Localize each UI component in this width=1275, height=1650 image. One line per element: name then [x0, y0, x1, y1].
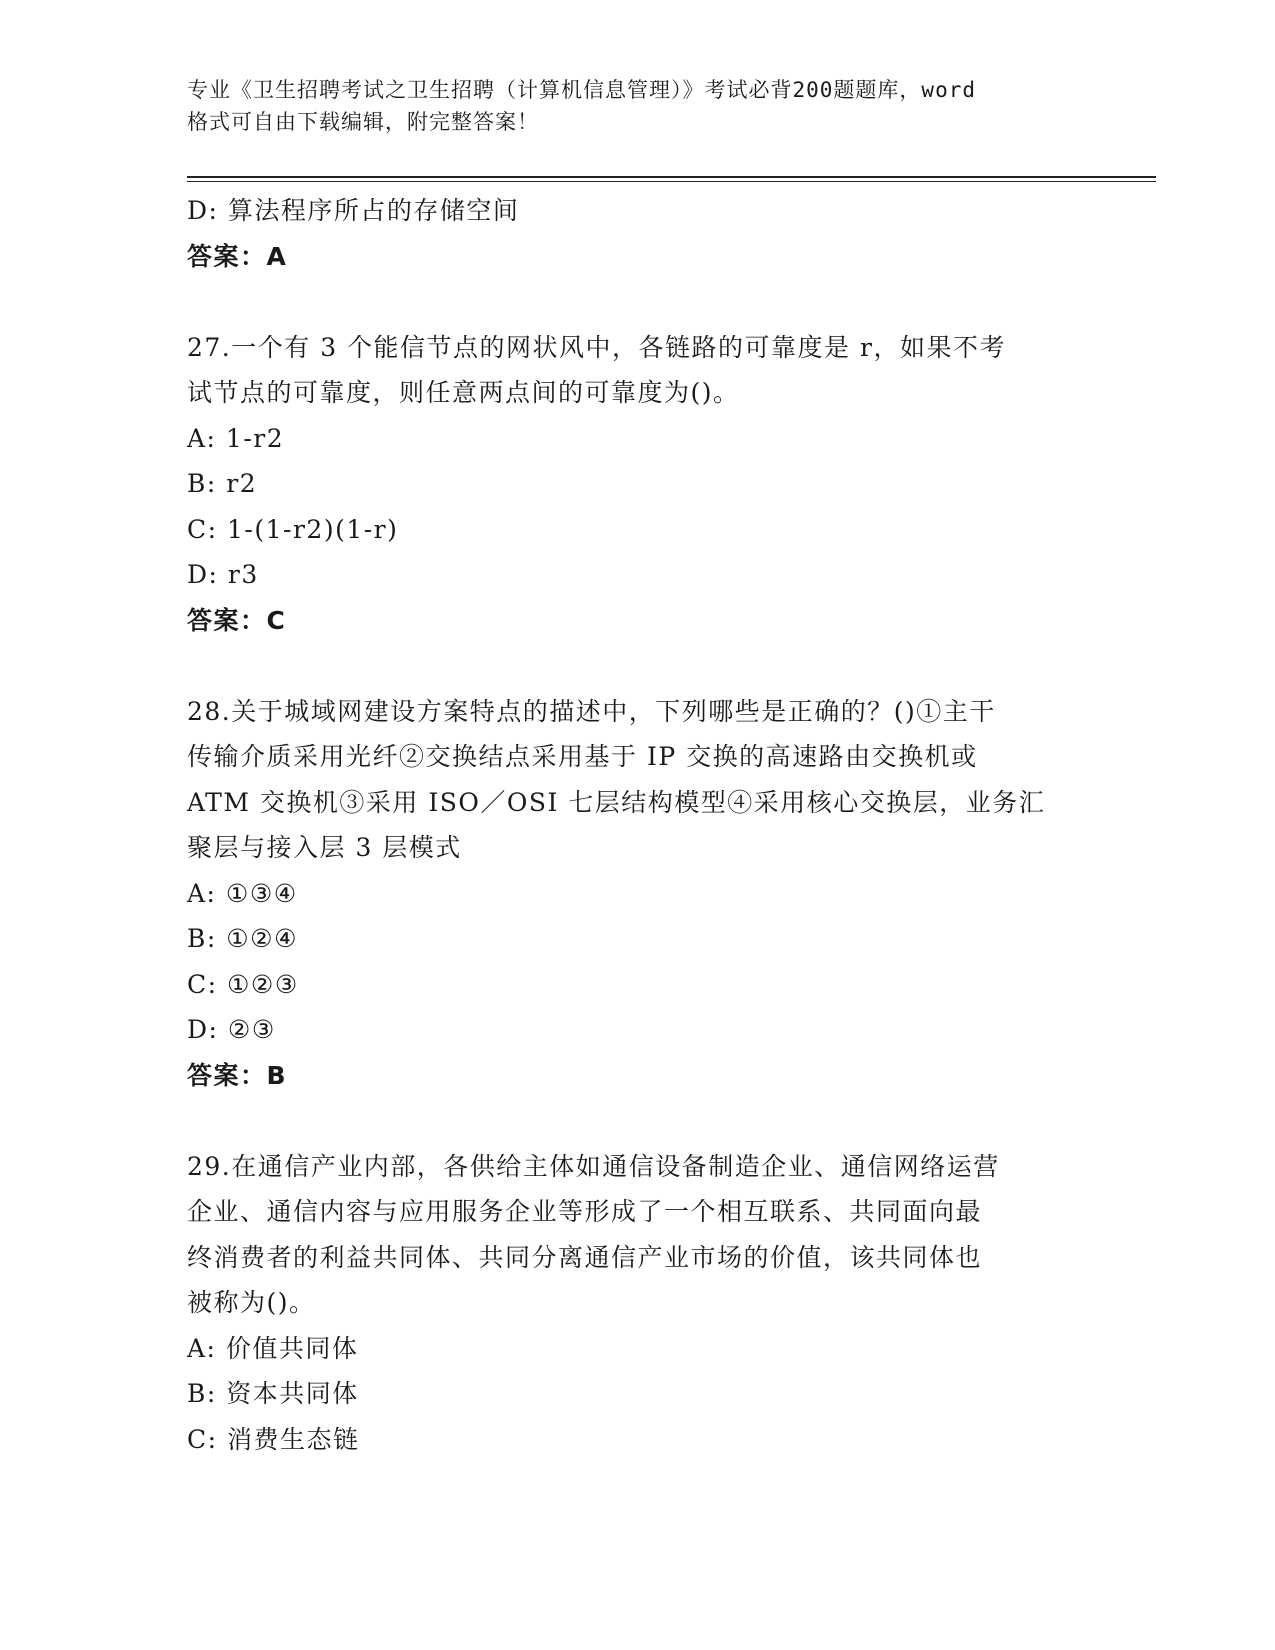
question-text-line: 终消费者的利益共同体、共同分离通信产业市场的价值，该共同体也 — [187, 1242, 983, 1272]
option-d: D: r3 — [187, 560, 259, 589]
option-d: D: ②③ — [187, 1015, 276, 1044]
option-b: B: ①②④ — [187, 924, 298, 953]
option-a: A: 价值共同体 — [187, 1333, 359, 1363]
header-title-line-2: 格式可自由下载编辑，附完整答案！ — [187, 110, 539, 134]
document-content — [187, 188, 1087, 1462]
question-text-line: 被称为()。 — [187, 1288, 316, 1317]
question-text-line: 29.在通信产业内部，各供给主体如通信设备制造企业、通信网络运营 — [187, 1151, 1000, 1181]
answer-label: 答案：A — [187, 241, 288, 271]
option-b: B: r2 — [187, 469, 258, 498]
option-c: C: ①②③ — [187, 969, 299, 999]
question-text-line: 28.关于城域网建设方案特点的描述中，下列哪些是正确的？()①主干 — [187, 696, 996, 726]
question-text-line: 聚层与接入层 3 层模式 — [187, 833, 462, 862]
header-divider — [187, 176, 1156, 182]
question-spacer — [187, 643, 1087, 689]
question-27 — [187, 325, 1087, 644]
header-title-line-1: 专业《卫生招聘考试之卫生招聘（计算机信息管理）》考试必背200题题库，word — [187, 78, 976, 102]
question-28 — [187, 689, 1087, 1099]
document-header — [187, 74, 1087, 138]
answer-label: 答案：B — [187, 1060, 288, 1090]
answer-label: 答案：C — [187, 605, 287, 635]
option-a: A: ①③④ — [187, 878, 298, 908]
question-text-line: 试节点的可靠度，则任意两点间的可靠度为()。 — [187, 378, 740, 407]
question-26-tail — [187, 188, 1087, 279]
question-spacer — [187, 1098, 1087, 1144]
option-c: C: 消费生态链 — [187, 1424, 360, 1454]
question-text-line: ATM 交换机③采用 ISO／OSI 七层结构模型④采用核心交换层，业务汇 — [187, 787, 1046, 817]
option-b: B: 资本共同体 — [187, 1379, 359, 1408]
question-text-line: 27.一个有 3 个能信节点的网状风中，各链路的可靠度是 r，如果不考 — [187, 332, 1006, 362]
option-a: A: 1-r2 — [187, 423, 285, 453]
option-d: D: 算法程序所占的存储空间 — [187, 196, 520, 225]
question-text-line: 企业、通信内容与应用服务企业等形成了一个相互联系、共同面向最 — [187, 1197, 983, 1226]
option-c: C: 1-(1-r2)(1-r) — [187, 514, 399, 544]
question-spacer — [187, 279, 1087, 325]
question-text-line: 传输介质采用光纤②交换结点采用基于 IP 交换的高速路由交换机或 — [187, 742, 978, 771]
question-29 — [187, 1144, 1087, 1463]
